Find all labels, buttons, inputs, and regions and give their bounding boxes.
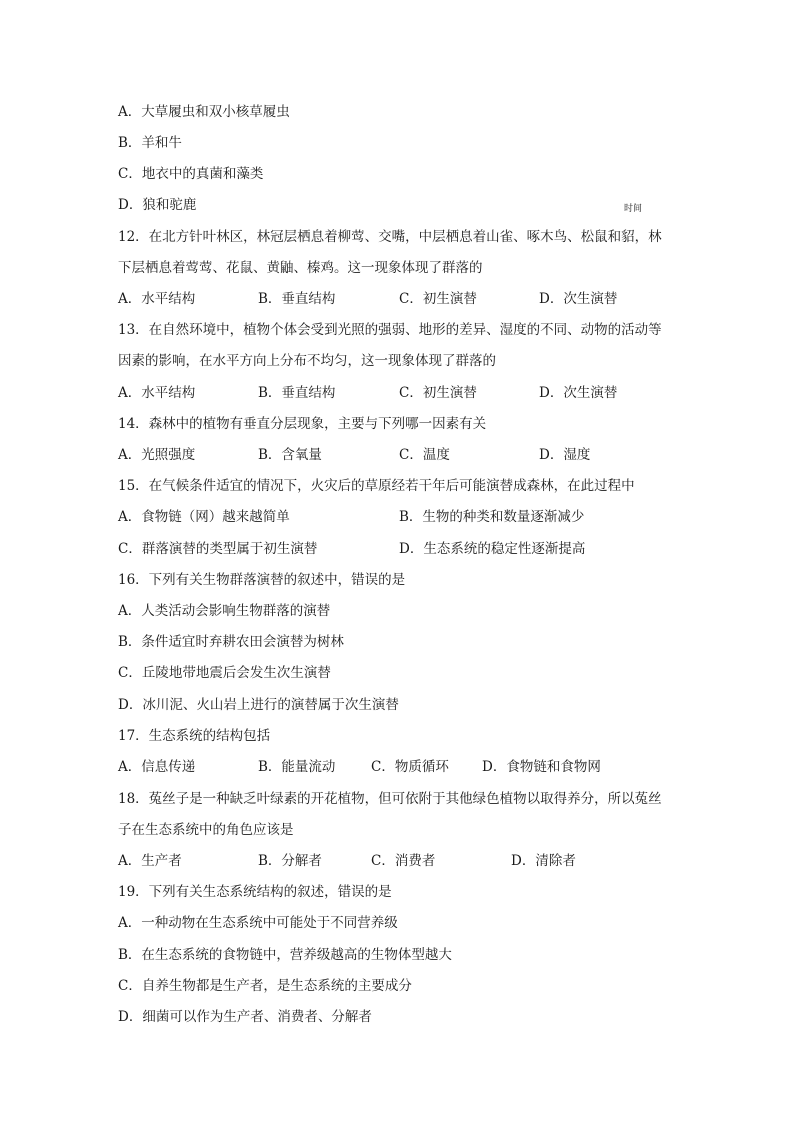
- q14-option-d: D．湿度: [539, 447, 591, 463]
- q11-option-c: C．地衣中的真菌和藻类: [118, 166, 264, 182]
- q19-option-d: D．细菌可以作为生产者、消费者、分解者: [118, 1009, 372, 1025]
- q13-option-d: D．次生演替: [539, 385, 618, 401]
- q11-option-b: B．羊和牛: [118, 135, 182, 151]
- q12-stem-line2: 下层栖息着莺莺、花鼠、黄鼬、榛鸡。这一现象体现了群落的: [118, 260, 483, 276]
- q12-option-b: B．垂直结构: [258, 291, 336, 307]
- q17-option-a: A．信息传递: [118, 759, 196, 775]
- q14-stem: 14．森林中的植物有垂直分层现象，主要与下列哪一因素有关: [118, 416, 487, 432]
- q16-stem: 16．下列有关生物群落演替的叙述中，错误的是: [118, 572, 406, 588]
- q18-option-a: A．生产者: [118, 853, 182, 869]
- q17-stem: 17．生态系统的结构包括: [118, 728, 271, 744]
- margin-time-label: 时间: [624, 204, 643, 214]
- q18-option-d: D．清除者: [511, 853, 576, 869]
- q14-option-b: B．含氧量: [258, 447, 322, 463]
- q11-option-a: A．大草履虫和双小核草履虫: [118, 104, 290, 120]
- q16-option-c: C．丘陵地带地震后会发生次生演替: [118, 665, 331, 681]
- q12-option-a: A．水平结构: [118, 291, 196, 307]
- q15-option-b: B．生物的种类和数量逐渐减少: [399, 509, 585, 525]
- q16-option-a: A．人类活动会影响生物群落的演替: [118, 603, 331, 619]
- q14-option-a: A．光照强度: [118, 447, 196, 463]
- q19-option-c: C．自养生物都是生产者，是生态系统的主要成分: [118, 978, 412, 994]
- q18-stem-line2: 子在生态系统中的角色应该是: [118, 822, 294, 838]
- q11-option-d: D．狼和驼鹿: [118, 197, 197, 213]
- q13-option-c: C．初生演替: [399, 385, 477, 401]
- q12-option-d: D．次生演替: [539, 291, 618, 307]
- q15-option-c: C．群落演替的类型属于初生演替: [118, 541, 318, 557]
- q12-option-c: C．初生演替: [399, 291, 477, 307]
- q18-stem-line1: 18．菟丝子是一种缺乏叶绿素的开花植物，但可依附于其他绿色植物以取得养分，所以菟丝: [118, 791, 662, 807]
- q16-option-b: B．条件适宜时弃耕农田会演替为树林: [118, 634, 344, 650]
- q18-option-b: B．分解者: [258, 853, 322, 869]
- q17-option-d: D．食物链和食物网: [482, 759, 601, 775]
- q13-stem-line1: 13．在自然环境中，植物个体会受到光照的强弱、地形的差异、湿度的不同、动物的活动等: [118, 322, 662, 338]
- q15-stem: 15．在气候条件适宜的情况下，火灾后的草原经若干年后可能演替成森林，在此过程中: [118, 478, 635, 494]
- q19-option-b: B．在生态系统的食物链中，营养级越高的生物体型越大: [118, 947, 452, 963]
- q14-option-c: C．温度: [399, 447, 450, 463]
- q17-option-b: B．能量流动: [258, 759, 336, 775]
- q13-option-a: A．水平结构: [118, 385, 196, 401]
- q13-stem-line2: 因素的影响，在水平方向上分布不均匀，这一现象体现了群落的: [118, 353, 496, 369]
- q15-option-a: A．食物链（网）越来越简单: [118, 509, 290, 525]
- q17-option-c: C．物质循环: [371, 759, 449, 775]
- q15-option-d: D．生态系统的稳定性逐渐提高: [399, 541, 586, 557]
- q13-option-b: B．垂直结构: [258, 385, 336, 401]
- q12-stem-line1: 12．在北方针叶林区，林冠层栖息着柳莺、交嘴，中层栖息着山雀、啄木鸟、松鼠和貂，林: [118, 229, 662, 245]
- q18-option-c: C．消费者: [371, 853, 436, 869]
- q19-option-a: A．一种动物在生态系统中可能处于不同营养级: [118, 915, 398, 931]
- q16-option-d: D．冰川泥、火山岩上进行的演替属于次生演替: [118, 697, 399, 713]
- q19-stem: 19．下列有关生态系统结构的叙述，错误的是: [118, 884, 392, 900]
